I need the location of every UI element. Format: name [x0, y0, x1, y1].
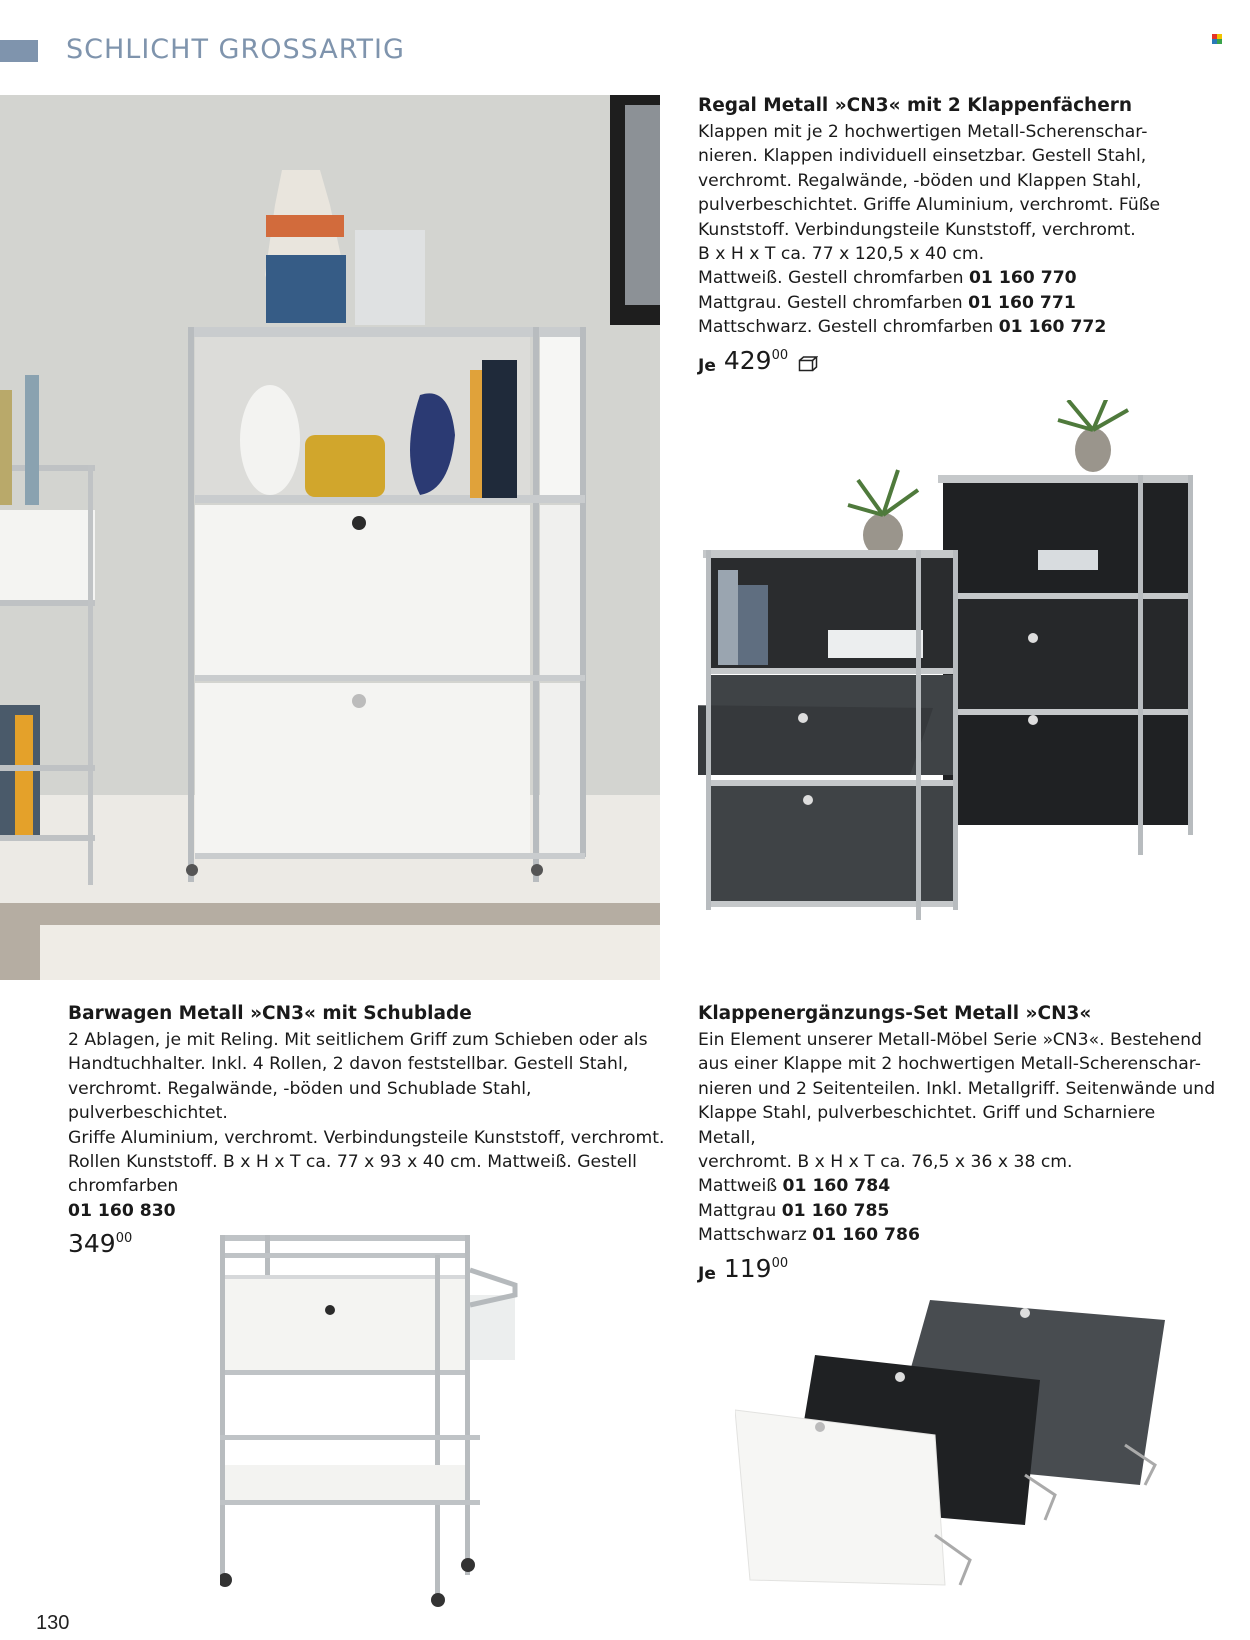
product-description-line: Rollen Kunststoff. B x H x T ca. 77 x 93 x 40 cm. Mattweiß. Gestell [68, 1152, 637, 1173]
product-bar-cart-cn3 [68, 1002, 668, 1258]
product-image-flap-panels [735, 1295, 1175, 1595]
product-description-line: Kunststoff. Verbindungsteile Kunststoff, verchromt. [698, 219, 1136, 240]
variant-row: Mattweiß 01 160 784 [698, 1176, 891, 1197]
product-title: Barwagen Metall »CN3« mit Schublade [68, 1003, 472, 1024]
article-number: 01 160 785 [781, 1200, 890, 1221]
product-description-line: pulverbeschichtet. Griffe Aluminium, verchromt. Füße [698, 195, 1161, 216]
variant-row: Mattschwarz 01 160 786 [698, 1225, 920, 1246]
product-description-line: B x H x T ca. 77 x 120,5 x 40 cm. [698, 244, 985, 265]
variant-row: Mattweiß. Gestell chromfarben 01 160 770 [698, 268, 1077, 289]
package-icon [798, 356, 818, 372]
product-description-line: Ein Element unserer Metall-Möbel Serie »CN3«. Bestehend [698, 1030, 1202, 1050]
product-description-line: nieren und 2 Seitenteilen. Inkl. Metallgriff. Seitenwände und [698, 1078, 1216, 1099]
article-number: 01 160 772 [998, 317, 1107, 338]
product-description-line: verchromt. Regalwände, -böden und Klappen Stahl, [698, 170, 1142, 191]
price: 349 00 [68, 1229, 133, 1259]
page-title: SCHLICHT GROSSARTIG [66, 34, 405, 65]
article-number: 01 160 786 [812, 1225, 920, 1246]
product-title: Klappenergänzungs-Set Metall »CN3« [698, 1003, 1092, 1024]
product-description-line: verchromt. B x H x T ca. 76,5 x 36 x 38 cm. [698, 1152, 1073, 1173]
price: Je 429 00 [698, 346, 1228, 376]
product-image-bar-cart [220, 1235, 550, 1610]
product-description-line: nieren. Klappen individuell einsetzbar. Gestell Stahl, [698, 146, 1147, 167]
product-title: Regal Metall »CN3« mit 2 Klappenfächern [698, 95, 1133, 116]
page-number: 130 [36, 1612, 70, 1634]
header-accent-bar [0, 40, 38, 62]
article-number: 01 160 830 [68, 1200, 176, 1221]
product-description-line: aus einer Klappe mit 2 hochwertigen Metall-Scherenschar- [698, 1054, 1201, 1075]
variant-row: Mattgrau. Gestell chromfarben 01 160 771 [698, 292, 1076, 313]
brand-logo-icon [1212, 34, 1222, 44]
product-description-line: Handtuchhalter. Inkl. 4 Rollen, 2 davon feststellbar. Gestell Stahl, [68, 1054, 629, 1075]
product-description-line: Klappe Stahl, pulverbeschichtet. Griff und Scharniere Metall, [698, 1103, 1156, 1148]
product-description-line: Klappen mit je 2 hochwertigen Metall-Scherenschar- [698, 122, 1148, 142]
article-number: 01 160 771 [968, 292, 1076, 313]
product-description-line: Griffe Aluminium, verchromt. Verbindungsteile Kunststoff, verchromt. [68, 1127, 665, 1148]
product-shelf-cn3 [698, 94, 1228, 376]
price: Je 119 00 [698, 1253, 789, 1284]
product-description-line: chromfarben [68, 1176, 179, 1197]
article-number: 01 160 784 [782, 1176, 891, 1197]
product-flap-set-cn3 [698, 1002, 1218, 1284]
article-number: 01 160 770 [968, 268, 1077, 289]
variant-row: Mattgrau 01 160 785 [698, 1200, 890, 1221]
product-image-dark-shelves [698, 400, 1198, 980]
product-description-line: 2 Ablagen, je mit Reling. Mit seitlichem Griff zum Schieben oder als [68, 1030, 648, 1050]
product-description-line: verchromt. Regalwände, -böden und Schublade Stahl, pulverbeschichtet. [68, 1078, 532, 1124]
lifestyle-photo-white-shelf [0, 95, 660, 980]
variant-row: Mattschwarz. Gestell chromfarben 01 160 772 [698, 317, 1107, 338]
